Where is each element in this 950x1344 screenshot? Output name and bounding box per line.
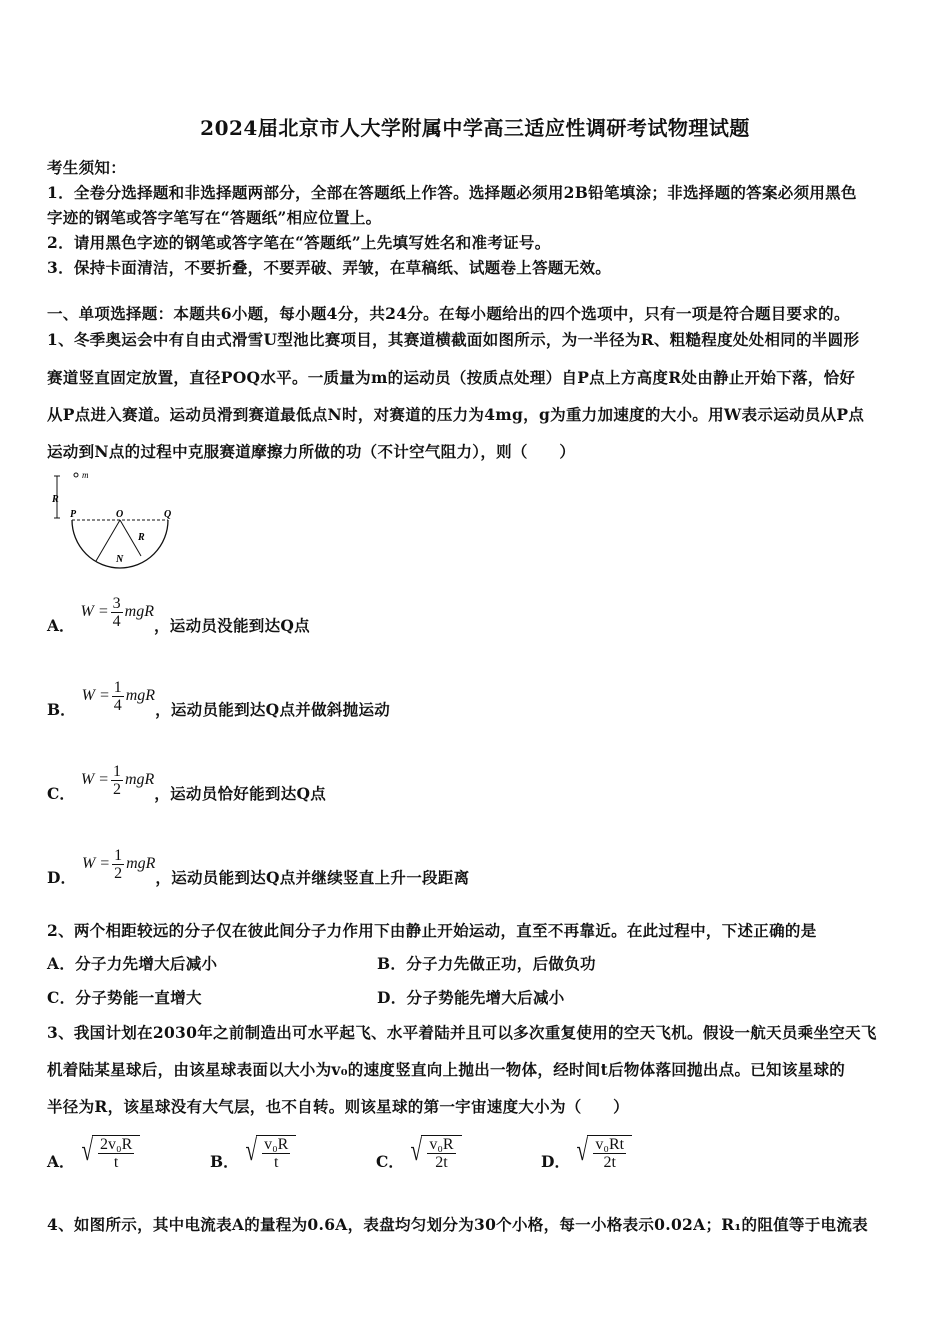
- q2-option-c[interactable]: C．分子势能一直增大: [47, 988, 202, 1007]
- q3-stem-line-2: 机着陆某星球后，由该星球表面以大小为v₀的速度竖直向上抛出一物体，经时间t后物体落回抛出点。已知该星球的: [47, 1060, 846, 1079]
- formula-lhs: W =: [81, 855, 111, 872]
- option-text: ，运动员能到达Q点并继续竖直上升一段距离: [155, 868, 470, 887]
- formula-rhs: mgR: [126, 855, 156, 872]
- option-text: ，运动员恰好能到达Q点: [154, 784, 327, 803]
- q1-option-d[interactable]: [47, 840, 469, 888]
- option-letter: B．: [210, 1152, 239, 1171]
- option-letter: A．: [47, 616, 75, 635]
- point-N-label: N: [116, 554, 124, 565]
- q2-stem: 2、两个相距较远的分子仅在彼此间分子力作用下由静止开始运动，直至不再靠近。在此过程中，下述正确的是: [47, 921, 817, 940]
- q3-stem-line-3: 半径为R，该星球没有大气层，也不自转。则该星球的第一宇宙速度大小为（ ）: [47, 1097, 629, 1116]
- option-letter: D．: [47, 868, 76, 887]
- notice-item-3: 3．保持卡面清洁，不要折叠，不要弄破、弄皱，在草稿纸、试题卷上答题无效。: [47, 258, 612, 277]
- point-P-label: P: [70, 509, 77, 520]
- page-title: 2024届北京市人大学附属中学高三适应性调研考试物理试题: [200, 116, 750, 140]
- sqrt-formula: √ $\frac{\text{v₀R}}{t}$: [243, 1128, 297, 1174]
- q3-option-b[interactable]: [210, 1128, 296, 1174]
- q4-stem-line-1: 4、如图所示，其中电流表A的量程为0.6A，表盘均匀划分为30个小格，每一小格表示0.02A；R₁的阻值等于电流表: [47, 1215, 868, 1234]
- mass-label: m: [82, 470, 89, 480]
- point-O-label: O: [116, 509, 124, 520]
- q1-option-a[interactable]: [47, 588, 310, 636]
- q1-stem-line-3: 从P点进入赛道。运动员滑到赛道最低点N时，对赛道的压力为4mg，g为重力加速度的大小。用W表示运动员从P点: [47, 405, 865, 424]
- point-Q-label: Q: [164, 509, 172, 520]
- formula-rhs: mgR: [124, 603, 154, 620]
- formula-rhs: mgR: [124, 771, 155, 788]
- notice-heading: 考生须知：: [47, 158, 127, 177]
- q2-option-a[interactable]: A．分子力先增大后减小: [47, 954, 218, 973]
- option-letter: B．: [47, 700, 76, 719]
- sqrt-formula: √ $\frac{\text{v₀R}}{2t}$: [408, 1128, 462, 1174]
- formula-lhs: W =: [81, 687, 110, 704]
- formula-fraction: $\frac{1}{2}$: [114, 846, 123, 882]
- option-text: ，运动员没能到达Q点: [153, 616, 310, 635]
- option-letter: A．: [47, 1152, 75, 1171]
- formula-lhs: W =: [80, 771, 109, 788]
- sqrt-formula: √ $\frac{\text{v₀Rt}}{2t}$: [574, 1128, 632, 1174]
- option-text: ，运动员能到达Q点并做斜抛运动: [155, 700, 391, 719]
- q1-stem-line-2: 赛道竖直固定放置，直径POQ水平。一质量为m的运动员（按质点处理）自P点上方高度R处由静止开始下落，恰好: [47, 368, 856, 387]
- q1-stem-line-1: 1、冬季奥运会中有自由式滑雪U型池比赛项目，其赛道横截面如图所示，为一半径为R、粗糙程度处处相同的半圆形: [47, 330, 860, 349]
- q3-stem-line-1: 3、我国计划在2030年之前制造出可水平起飞、水平着陆并且可以多次重复使用的空天飞机。假设一航天员乘坐空天飞: [47, 1023, 877, 1042]
- option-letter: D．: [541, 1152, 570, 1171]
- sqrt-formula: √ $\frac{\text{2v₀R}}{t}$: [79, 1128, 141, 1174]
- q3-option-d[interactable]: [541, 1128, 632, 1174]
- height-label: R: [52, 494, 59, 505]
- notice-item-1-cont: 字迹的钢笔或答字笔写在“答题纸”相应位置上。: [47, 208, 382, 227]
- q3-option-a[interactable]: [47, 1128, 140, 1174]
- formula-fraction: $\frac{3}{4}$: [112, 594, 121, 630]
- q1-option-c[interactable]: [47, 756, 326, 804]
- q2-option-b[interactable]: B．分子力先做正功，后做负功: [377, 954, 596, 973]
- radius-label: R: [138, 532, 145, 543]
- q1-stem-line-4: 运动到N点的过程中克服赛道摩擦力所做的功（不计空气阻力），则（ ）: [47, 442, 576, 461]
- formula-fraction: $\frac{1}{2}$: [112, 762, 121, 798]
- q2-option-d[interactable]: D．分子势能先增大后减小: [377, 988, 565, 1007]
- notice-item-2: 2．请用黑色字迹的钢笔或答字笔在“答题纸”上先填写姓名和准考证号。: [47, 233, 551, 252]
- formula-fraction: $\frac{1}{4}$: [113, 678, 122, 714]
- halfpipe-diagram: [44, 466, 184, 574]
- q3-option-c[interactable]: [376, 1128, 462, 1174]
- section-heading: 一、单项选择题：本题共6小题，每小题4分，共24分。在每小题给出的四个选项中，只有一项是符合题目要求的。: [47, 304, 850, 323]
- option-letter: C．: [376, 1152, 404, 1171]
- notice-item-1: 1．全卷分选择题和非选择题两部分，全部在答题纸上作答。选择题必须用2B铅笔填涂；非选择题的答案必须用黑色: [47, 183, 857, 202]
- formula-lhs: W =: [80, 603, 109, 620]
- formula-rhs: mgR: [125, 687, 156, 704]
- q1-option-b[interactable]: [47, 672, 390, 720]
- option-letter: C．: [47, 784, 75, 803]
